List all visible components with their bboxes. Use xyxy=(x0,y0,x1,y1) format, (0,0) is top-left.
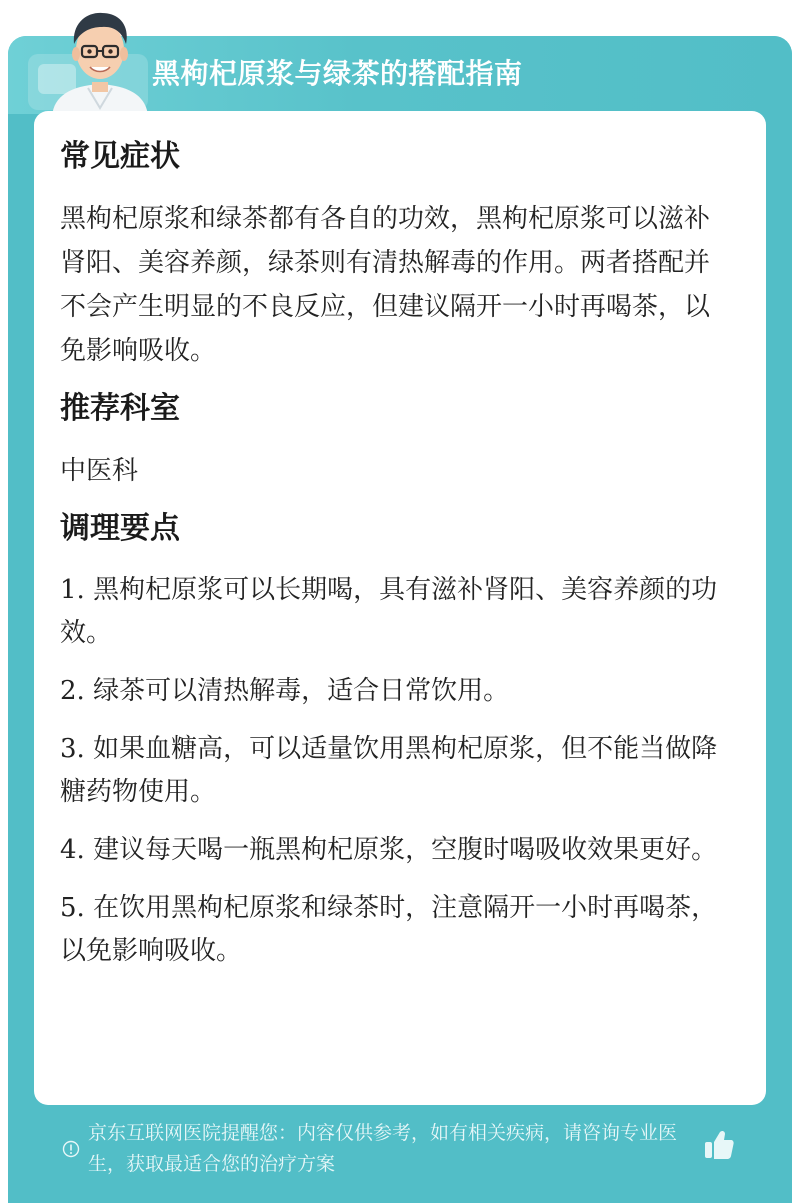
list-item-text: 建议每天喝一瓶黑枸杞原浆，空腹时喝吸收效果更好。 xyxy=(93,835,718,865)
footer xyxy=(8,1112,792,1203)
page-title: 黑枸杞原浆与绿茶的搭配指南 xyxy=(152,57,523,90)
list-item xyxy=(60,887,730,973)
section-title-care-tips: 调理要点 xyxy=(60,511,180,546)
list-item-text: 绿茶可以清热解毒，适合日常饮用。 xyxy=(93,676,510,706)
section-title-department: 推荐科室 xyxy=(60,391,180,426)
thumbs-up-icon[interactable] xyxy=(702,1128,736,1162)
list-item-number: 2. xyxy=(60,676,85,706)
doctor-avatar-icon xyxy=(44,4,156,116)
list-item xyxy=(60,728,730,814)
list-item-number: 3. xyxy=(60,734,85,764)
content-card xyxy=(34,111,766,1105)
list-item xyxy=(60,670,730,713)
list-item-number: 4. xyxy=(60,835,85,865)
list-item-number: 1. xyxy=(60,575,85,605)
list-item-text: 在饮用黑枸杞原浆和绿茶时，注意隔开一小时再喝茶，以免影响吸收。 xyxy=(60,893,718,966)
list-item-number: 5. xyxy=(60,893,85,923)
list-item-text: 如果血糖高，可以适量饮用黑枸杞原浆，但不能当做降糖药物使用。 xyxy=(60,734,718,807)
list-item xyxy=(60,829,730,872)
list-item-text: 黑枸杞原浆可以长期喝，具有滋补肾阳、美容养颜的功效。 xyxy=(60,575,718,648)
disclaimer-text: 京东互联网医院提醒您：内容仅供参考，如有相关疾病，请咨询专业医生，获取最适合您的治疗方案 xyxy=(88,1122,678,1175)
symptoms-text: 黑枸杞原浆和绿茶都有各自的功效，黑枸杞原浆可以滋补肾阳、美容养颜，绿茶则有清热解毒的作用。两者搭配并不会产生明显的不良反应，但建议隔开一小时再喝茶，以免影响吸收。 xyxy=(60,204,711,366)
section-title-symptoms: 常见症状 xyxy=(60,139,180,174)
department-text: 中医科 xyxy=(60,456,139,486)
list-item xyxy=(60,569,730,655)
info-icon xyxy=(62,1140,80,1158)
content-body xyxy=(60,135,730,988)
